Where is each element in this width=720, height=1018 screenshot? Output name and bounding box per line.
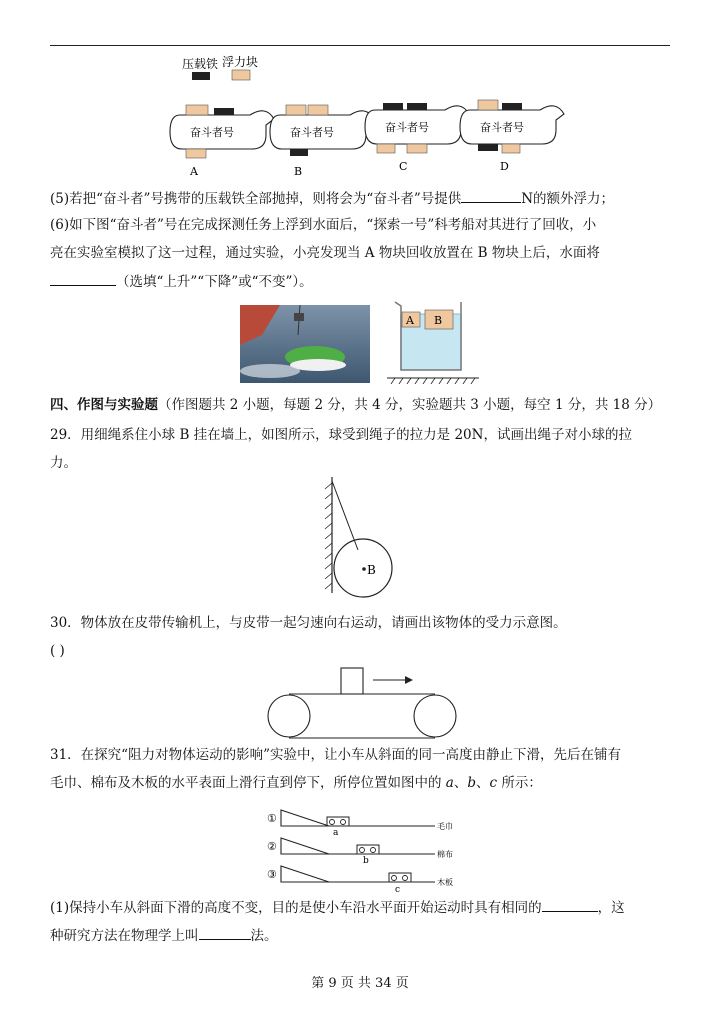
- ball-center: [362, 567, 366, 571]
- submarine-figure: [150, 50, 570, 180]
- block-b-label: B: [434, 314, 443, 327]
- blank-method[interactable]: [199, 925, 251, 940]
- ramp-row-1: [267, 810, 453, 838]
- q31-figure: [265, 800, 465, 895]
- right-roller: [414, 695, 456, 737]
- page-footer: 第 9 页 共 34 页: [311, 976, 409, 991]
- object-box: [341, 668, 363, 694]
- recovery-photo: [240, 305, 370, 383]
- svg-text:③: ③: [267, 868, 277, 881]
- submarine-b: [270, 105, 374, 178]
- sub-name-b: 奋斗者号: [290, 126, 334, 139]
- label-c: C: [399, 160, 408, 173]
- submarine-a: [170, 105, 274, 178]
- svg-text:a: a: [333, 828, 339, 838]
- legend-float-block: [232, 70, 250, 80]
- left-roller: [268, 695, 310, 737]
- q31-line2: 毛巾、棉布及木板的水平表面上滑行直到停下，所停位置如图中的 a、b、c 所示：: [50, 775, 542, 791]
- svg-text:棉布: 棉布: [437, 850, 453, 859]
- label-d: D: [500, 160, 509, 173]
- svg-text:毛巾: 毛巾: [437, 822, 453, 831]
- block-a-label: A: [406, 314, 414, 327]
- ball-label: B: [367, 563, 376, 577]
- svg-text:②: ②: [267, 840, 277, 853]
- sub-name-c: 奋斗者号: [385, 121, 429, 134]
- beaker-figure: [385, 298, 485, 384]
- submarine-c: [365, 103, 469, 173]
- header-rule: [50, 45, 670, 46]
- ramp-row-2: [267, 838, 453, 866]
- legend-iron-label: 压载铁: [182, 57, 219, 71]
- q30-figure: [265, 664, 460, 742]
- svg-text:c: c: [395, 885, 401, 895]
- section4-heading: [50, 395, 661, 415]
- velocity-arrow-head: [405, 676, 413, 684]
- q29-figure: [310, 475, 410, 600]
- label-a: A: [190, 165, 198, 178]
- blank-buoyancy[interactable]: [461, 188, 521, 203]
- blank-water-level[interactable]: [50, 271, 116, 286]
- q28-part5: (5)若把“奋斗者”号携带的压载铁全部抛掉，则将会为“奋斗者”号提供 N的额外浮力；: [50, 188, 614, 209]
- ramp-row-3: [267, 866, 453, 895]
- submarine-d: [460, 100, 564, 173]
- label-b: B: [294, 165, 303, 178]
- q31-part1-line2: 种研究方法在物理学上叫 法。: [50, 925, 278, 946]
- q28-part6-line3: （选填“上升”“下降”或“不变”）。: [50, 271, 313, 292]
- q29-line2: 力。: [50, 455, 77, 471]
- legend-float-label: 浮力块: [222, 55, 259, 69]
- q28-part6-line2: 亮在实验室模拟了这一过程，通过实验，小亮发现当 A 物块回收放置在 B 物块上后，水面将: [50, 245, 600, 261]
- legend-iron-block: [192, 72, 210, 80]
- sub-name-d: 奋斗者号: [480, 121, 524, 134]
- q29-line1: 29．用细绳系住小球 B 挂在墙上，如图所示，球受到绳子的拉力是 20N，试画出绳子对小球的拉: [50, 427, 632, 443]
- section4-title: 四、作图与实验题: [50, 397, 158, 413]
- sub-name-a: 奋斗者号: [190, 126, 234, 139]
- svg-text:木板: 木板: [437, 878, 453, 887]
- q31-line1: 31．在探究“阻力对物体运动的影响”实验中，让小车从斜面的同一高度由静止下滑，先后在铺有: [50, 747, 621, 763]
- q28-part6-line1: (6)如下图“奋斗者”号在完成探测任务上浮到水面后，“探索一号”科考船对其进行了回收，小: [50, 217, 597, 233]
- svg-text:①: ①: [267, 812, 277, 825]
- svg-text:b: b: [363, 856, 369, 866]
- blank-speed[interactable]: [542, 897, 598, 912]
- q30-line1: 30．物体放在皮带传输机上，与皮带一起匀速向右运动，请画出该物体的受力示意图。: [50, 615, 567, 631]
- q30-answer-bracket: ( ): [50, 643, 65, 659]
- q31-part1-line1: (1)保持小车从斜面下滑的高度不变，目的是使小车沿水平面开始运动时具有相同的 ，这: [50, 897, 625, 918]
- section4-note: （作图题共 2 小题，每题 2 分，共 4 分，实验题共 3 小题，每空 1 分，共 18 分）: [158, 397, 662, 413]
